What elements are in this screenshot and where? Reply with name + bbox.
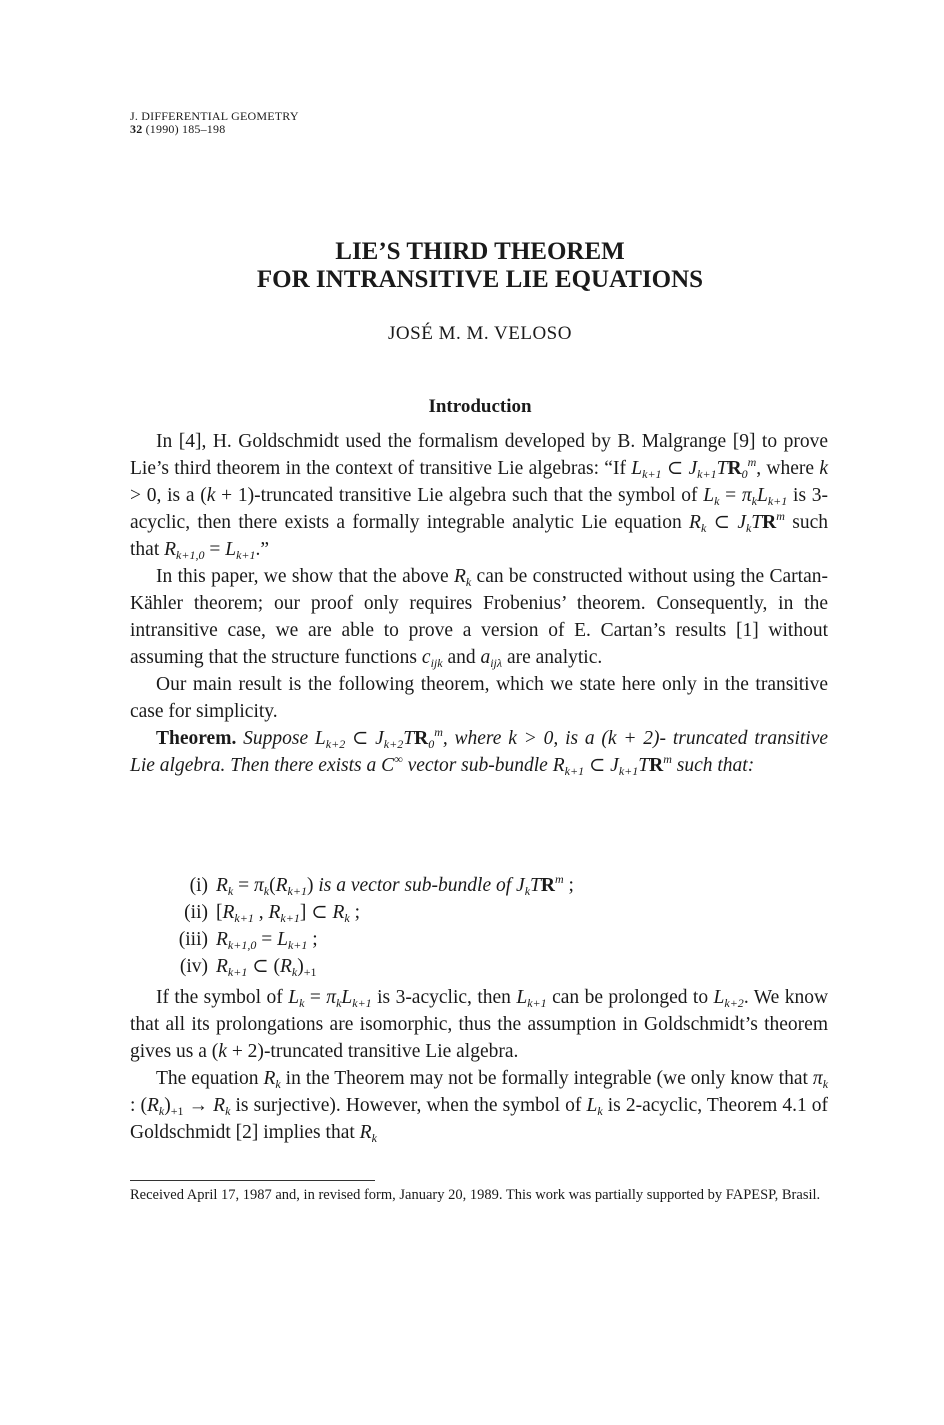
author: JOSÉ M. M. VELOSO <box>388 323 572 344</box>
section-heading: Introduction <box>428 396 532 417</box>
paragraph-5: The equation $R_k$ in the Theorem may not be formally integrable (we only know that $\pi_k$ : $(R_k)_{+1} \to R_k$ is surjective). However, when the symbol of $L_k$ is 2-acyclic, Theorem 4.1 of Goldschmidt [2] implies that $R_k$ <box>130 1068 829 1145</box>
theorem: Theorem. Suppose $L_{k+2}$ ⊂ $J_{k+2}TR_0^m$, where k > 0, is a (k + 2)- truncated transitive Lie algebra. Then there exists a C∞ vector sub-bundle $R_{k+1}$ ⊂ $J_{k+1}TR^m$ such that: <box>130 725 829 778</box>
theorem-item-3: (iii) $R_{k+1,0} = L_{k+1}$ ; <box>178 929 318 952</box>
journal-header <box>130 110 299 136</box>
journal-name: J. DIFFERENTIAL GEOMETRY <box>130 109 299 123</box>
footnote: Received April 17, 1987 and, in revised form, January 20, 1989. This work was partially supported by FAPESP, Brasil. <box>130 1187 821 1203</box>
theorem-item-1: (i) $R_k = \pi_k(R_{k+1})$ is a vector sub-bundle of $J_kTR^m$ ; <box>189 872 574 898</box>
paragraph-2: In this paper, we show that the above $R_k$ can be constructed without using the Cartan-Kähler theorem; our proof only requires Frobenius’ theorem. Consequently, in the intransitive case, we are able to prove a version of E. Cartan’s results [1] without assuming that the structure functions $c_{ijk}$ and $a_{ij\lambda}$ are analytic. <box>130 566 828 670</box>
intro-body-top <box>130 428 828 779</box>
theorem-item-4: (iv) $R_{k+1}$ ⊂ $(R_k)_{+1}$ <box>179 956 317 979</box>
title-line-1: LIE’S THIRD THEOREM <box>335 238 625 265</box>
paragraph-3: Our main result is the following theorem, which we state here only in the transitive case for simplicity. <box>130 674 828 722</box>
paragraph-4: If the symbol of $L_k = \pi_kL_{k+1}$ is 3-acyclic, then $L_{k+1}$ can be prolonged to $L_{k+2}$. We know that all its prolongations are isomorphic, thus the assumption in Goldschmidt’s theorem gives us a (k + 2)-truncated transitive Lie algebra. <box>130 987 829 1062</box>
theorem-label: Theorem. <box>156 728 237 749</box>
theorem-item-2: (ii) [$R_{k+1}$ , $R_{k+1}$] ⊂ $R_k$ ; <box>184 902 360 925</box>
title-line-2: FOR INTRANSITIVE LIE EQUATIONS <box>256 266 704 293</box>
footnote-rule <box>130 1180 375 1181</box>
journal-citation <box>130 123 299 136</box>
journal-issue: (1990) 185–198 <box>145 122 226 136</box>
journal-volume: 32 <box>130 122 143 136</box>
intro-body-bottom <box>130 984 828 1146</box>
paragraph-1: In [4], H. Goldschmidt used the formalism developed by B. Malgrange [9] to prove Lie’s third theorem in the context of transitive Lie algebras: “If $L_{k+1}$ ⊂ $J_{k+1}TR_0^m$, where k > 0, is a (k + 1)-truncated transitive Lie algebra such that the symbol of $L_k = \pi_kL_{k+1}$ is 3-acyclic, then there exists a formally integrable analytic Lie equation $R_k$ ⊂ $J_kTR^m$ such that $R_{k+1,0} = L_{k+1}$.” <box>130 431 829 562</box>
